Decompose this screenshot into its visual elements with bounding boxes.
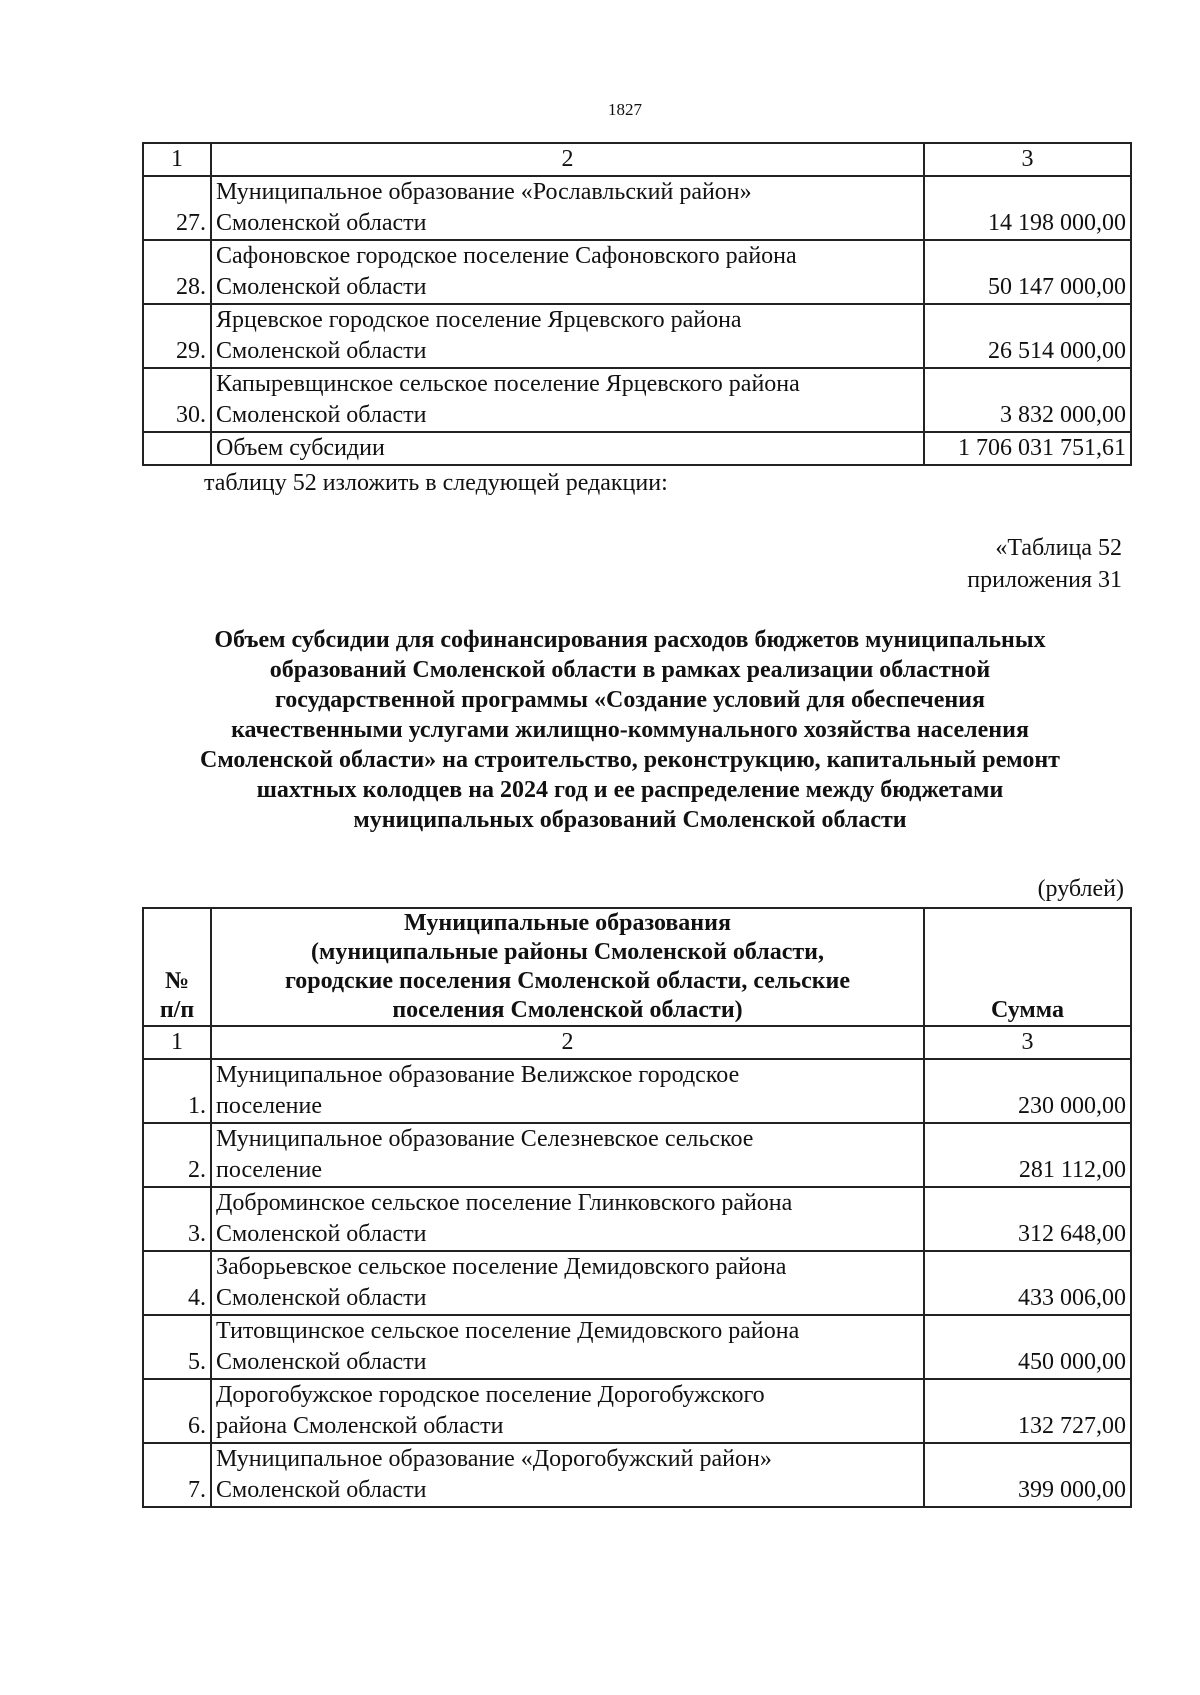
- municipality-name: [211, 304, 924, 368]
- municipality-name-line: Смоленской области: [216, 274, 427, 300]
- municipality-name-line: поселение: [216, 1093, 323, 1119]
- municipality-name: [211, 240, 924, 304]
- subsidy-amount: 26 514 000,00: [924, 304, 1131, 368]
- subsidy-amount: 230 000,00: [924, 1059, 1131, 1123]
- row-number: 27.: [143, 176, 211, 240]
- column-number: 2: [211, 1026, 924, 1059]
- municipality-name-line: Дорогобужское городское поселение Дорогобужского: [216, 1382, 765, 1408]
- municipality-name: [211, 1251, 924, 1315]
- table-row: [143, 1379, 1131, 1443]
- subsidy-amount: 450 000,00: [924, 1315, 1131, 1379]
- subsidy-amount: 50 147 000,00: [924, 240, 1131, 304]
- municipality-name: [211, 1443, 924, 1507]
- table-row: [143, 240, 1131, 304]
- municipality-name-line: Доброминское сельское поселение Глинковского района: [216, 1190, 793, 1216]
- units-label: (рублей): [1037, 876, 1124, 902]
- municipality-name-line: Сафоновское городское поселение Сафоновского района: [216, 243, 797, 269]
- municipality-name-line: Муниципальное образование Селезневское сельское: [216, 1126, 754, 1152]
- table-header-row: [143, 908, 1131, 1026]
- table-row: [143, 176, 1131, 240]
- header-number: [143, 908, 211, 1026]
- table-row: [143, 1315, 1131, 1379]
- table-row: [143, 1443, 1131, 1507]
- total-amount: 1 706 031 751,61: [924, 432, 1131, 465]
- table-reference-line: приложения 31: [967, 567, 1122, 593]
- subsidy-amount: 281 112,00: [924, 1123, 1131, 1187]
- municipality-name-line: Смоленской области: [216, 210, 427, 236]
- municipality-name: [211, 1187, 924, 1251]
- municipality-name-line: Смоленской области: [216, 338, 427, 364]
- header-municipality-line: поселения Смоленской области): [392, 997, 743, 1023]
- subsidy-amount: 132 727,00: [924, 1379, 1131, 1443]
- title-line: Объем субсидии для софинансирования расходов бюджетов муниципальных: [214, 627, 1046, 653]
- title-line: государственной программы «Создание условий для обеспечения: [275, 687, 985, 713]
- municipality-name-line: Ярцевское городское поселение Ярцевского района: [216, 307, 742, 333]
- municipality-name-line: Титовщинское сельское поселение Демидовского района: [216, 1318, 800, 1344]
- municipality-name: [211, 1123, 924, 1187]
- total-row: [143, 432, 1131, 465]
- municipality-name-line: Муниципальное образование «Рославльский район»: [216, 179, 752, 205]
- table-row: [143, 1187, 1131, 1251]
- table-row: [143, 368, 1131, 432]
- municipality-name-line: Муниципальное образование Велижское городское: [216, 1062, 740, 1088]
- municipality-name-line: Смоленской области: [216, 402, 427, 428]
- table-row: [143, 1251, 1131, 1315]
- municipality-name-line: Заборьевское сельское поселение Демидовского района: [216, 1254, 787, 1280]
- previous-table-continuation: [142, 142, 1132, 466]
- municipality-name-line: Смоленской области: [216, 1285, 427, 1311]
- title-line: образований Смоленской области в рамках реализации областной: [269, 657, 991, 683]
- total-label: Объем субсидии: [211, 432, 924, 465]
- subsidy-amount: 399 000,00: [924, 1443, 1131, 1507]
- municipality-name-line: Муниципальное образование «Дорогобужский район»: [216, 1446, 772, 1472]
- table-reference-line: «Таблица 52: [995, 535, 1122, 561]
- row-number: 29.: [143, 304, 211, 368]
- header-municipality-line: городские поселения Смоленской области, сельские: [284, 968, 851, 994]
- column-number: 1: [143, 143, 211, 176]
- header-municipality: [211, 908, 924, 1026]
- header-number-line: п/п: [159, 997, 195, 1023]
- table-reference: [967, 532, 1122, 596]
- column-number-row: [143, 1026, 1131, 1059]
- row-number: 2.: [143, 1123, 211, 1187]
- row-number: 3.: [143, 1187, 211, 1251]
- municipality-name: [211, 1379, 924, 1443]
- subsidy-amount: 14 198 000,00: [924, 176, 1131, 240]
- municipality-name-line: Капыревщинское сельское поселение Ярцевского района: [216, 371, 800, 397]
- table-row: [143, 1059, 1131, 1123]
- row-number: 7.: [143, 1443, 211, 1507]
- column-number: 1: [143, 1026, 211, 1059]
- subsidy-distribution-table: [142, 907, 1132, 1508]
- subsidy-amount: 3 832 000,00: [924, 368, 1131, 432]
- column-number: 3: [924, 1026, 1131, 1059]
- municipality-name-line: Смоленской области: [216, 1477, 427, 1503]
- table-row: [143, 1123, 1131, 1187]
- total-number-cell: [143, 432, 211, 465]
- municipality-name: [211, 1059, 924, 1123]
- column-number-row: [143, 143, 1131, 176]
- title-line: качественными услугами жилищно-коммунального хозяйства населения: [231, 717, 1029, 743]
- table-title: [130, 625, 1130, 835]
- header-amount: Сумма: [924, 908, 1131, 1026]
- column-number: 3: [924, 143, 1131, 176]
- row-number: 30.: [143, 368, 211, 432]
- municipality-name-line: поселение: [216, 1157, 323, 1183]
- municipality-name: [211, 1315, 924, 1379]
- municipality-name-line: Смоленской области: [216, 1221, 427, 1247]
- row-number: 1.: [143, 1059, 211, 1123]
- title-line: шахтных колодцев на 2024 год и ее распределение между бюджетами: [256, 777, 1004, 803]
- row-number: 4.: [143, 1251, 211, 1315]
- header-municipality-line: Муниципальные образования: [404, 910, 731, 936]
- municipality-name: [211, 368, 924, 432]
- title-line: муниципальных образований Смоленской области: [353, 807, 907, 833]
- row-number: 5.: [143, 1315, 211, 1379]
- municipality-name: [211, 176, 924, 240]
- header-number-line: №: [164, 968, 190, 994]
- title-line: Смоленской области» на строительство, реконструкцию, капитальный ремонт: [200, 747, 1060, 773]
- municipality-name-line: Смоленской области: [216, 1349, 427, 1375]
- column-number: 2: [211, 143, 924, 176]
- subsidy-amount: 312 648,00: [924, 1187, 1131, 1251]
- municipality-name-line: района Смоленской области: [216, 1413, 504, 1439]
- subsidy-amount: 433 006,00: [924, 1251, 1131, 1315]
- amendment-instruction: таблицу 52 изложить в следующей редакции:: [204, 470, 668, 496]
- row-number: 28.: [143, 240, 211, 304]
- row-number: 6.: [143, 1379, 211, 1443]
- header-municipality-line: (муниципальные районы Смоленской области,: [311, 939, 824, 965]
- page-number: 1827: [608, 100, 642, 119]
- table-row: [143, 304, 1131, 368]
